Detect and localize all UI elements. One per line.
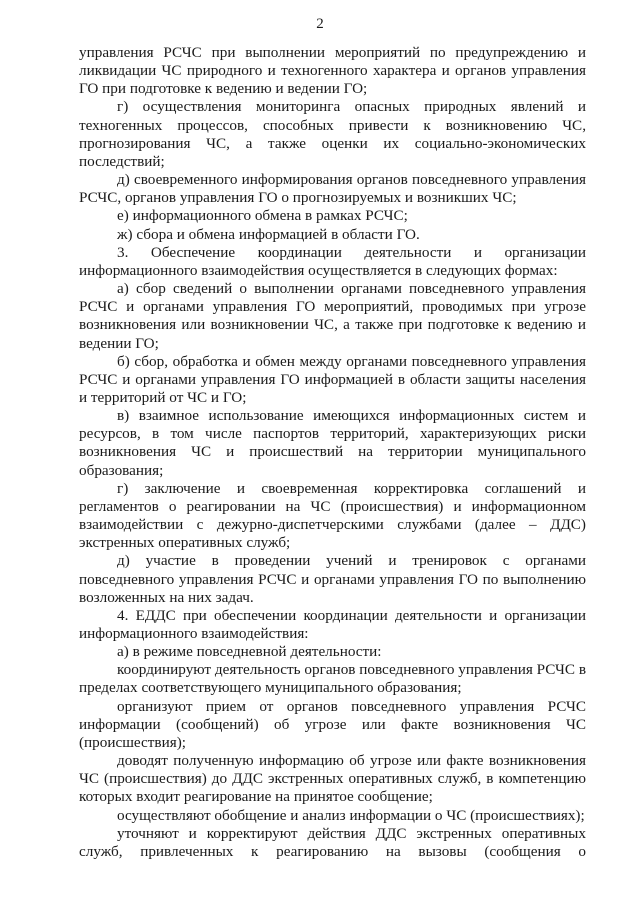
document-body bbox=[79, 44, 586, 861]
paragraph: управления РСЧС при выполнении мероприятий по предупреждению и ликвидации ЧС природного и техногенного характера и органов управления ГО при подготовке к ведению и ведении ГО; bbox=[79, 44, 586, 98]
paragraph: ж) сбора и обмена информацией в области ГО. bbox=[117, 225, 420, 243]
paragraph: координируют деятельность органов повседневного управления РСЧС в пределах соответствующего муниципального образования; bbox=[79, 661, 586, 697]
paragraph: г) заключение и своевременная корректировка соглашений и регламентов о реагировании на ЧС (происшествия) и информационном взаимодействии с дежурно-диспетчерскими службами (далее – ДДС) экстренных оперативных служб; bbox=[79, 479, 586, 552]
paragraph: осуществляют обобщение и анализ информации о ЧС (происшествиях); bbox=[117, 806, 585, 824]
paragraph: б) сбор, обработка и обмен между органами повседневного управления РСЧС и органами управления ГО информацией в области защиты населения и территорий от ЧС и ГО; bbox=[79, 352, 586, 406]
paragraph: а) в режиме повседневной деятельности: bbox=[117, 643, 382, 661]
paragraph: г) осуществления мониторинга опасных природных явлений и техногенных процессов, способных привести к возникновению ЧС, прогнозирования ЧС, а также оценки их социально-экономических последствий; bbox=[79, 98, 586, 170]
paragraph: организуют прием от органов повседневного управления РСЧС информации (сообщений) об угрозе или факте возникновения ЧС (происшествия); bbox=[79, 697, 586, 751]
paragraph: в) взаимное использование имеющихся информационных систем и ресурсов, в том числе паспортов территорий, характеризующих риски возникновения ЧС и происшествий на территории муниципального образования; bbox=[79, 407, 586, 479]
paragraph: д) своевременного информирования органов повседневного управления РСЧС, органов управления ГО о прогнозируемых и возникших ЧС; bbox=[79, 171, 586, 207]
paragraph: 4. ЕДДС при обеспечении координации деятельности и организации информационного взаимодействия: bbox=[79, 606, 586, 642]
paragraph: е) информационного обмена в рамках РСЧС; bbox=[117, 207, 408, 225]
page-number: 2 bbox=[316, 16, 324, 32]
paragraph: д) участие в проведении учений и тренировок с органами повседневного управления РСЧС и органами управления ГО по выполнению возложенных на них задач. bbox=[79, 552, 586, 606]
paragraph: доводят полученную информацию об угрозе или факте возникновения ЧС (происшествия) до ДДС экстренных оперативных служб, в компетенцию которых входит реагирование на принятое сообщение; bbox=[79, 752, 586, 806]
paragraph: уточняют и корректируют действия ДДС экстренных оперативных служб, привлеченных к реагированию на вызовы (сообщения о bbox=[79, 824, 586, 860]
paragraph: а) сбор сведений о выполнении органами повседневного управления РСЧС и органами управления ГО мероприятий, проводимых при угрозе возникновения или возникновении ЧС, а также при подготовке к ведению и ведении ГО; bbox=[79, 280, 586, 352]
paragraph: 3. Обеспечение координации деятельности и организации информационного взаимодействия осуществляется в следующих формах: bbox=[79, 243, 586, 279]
